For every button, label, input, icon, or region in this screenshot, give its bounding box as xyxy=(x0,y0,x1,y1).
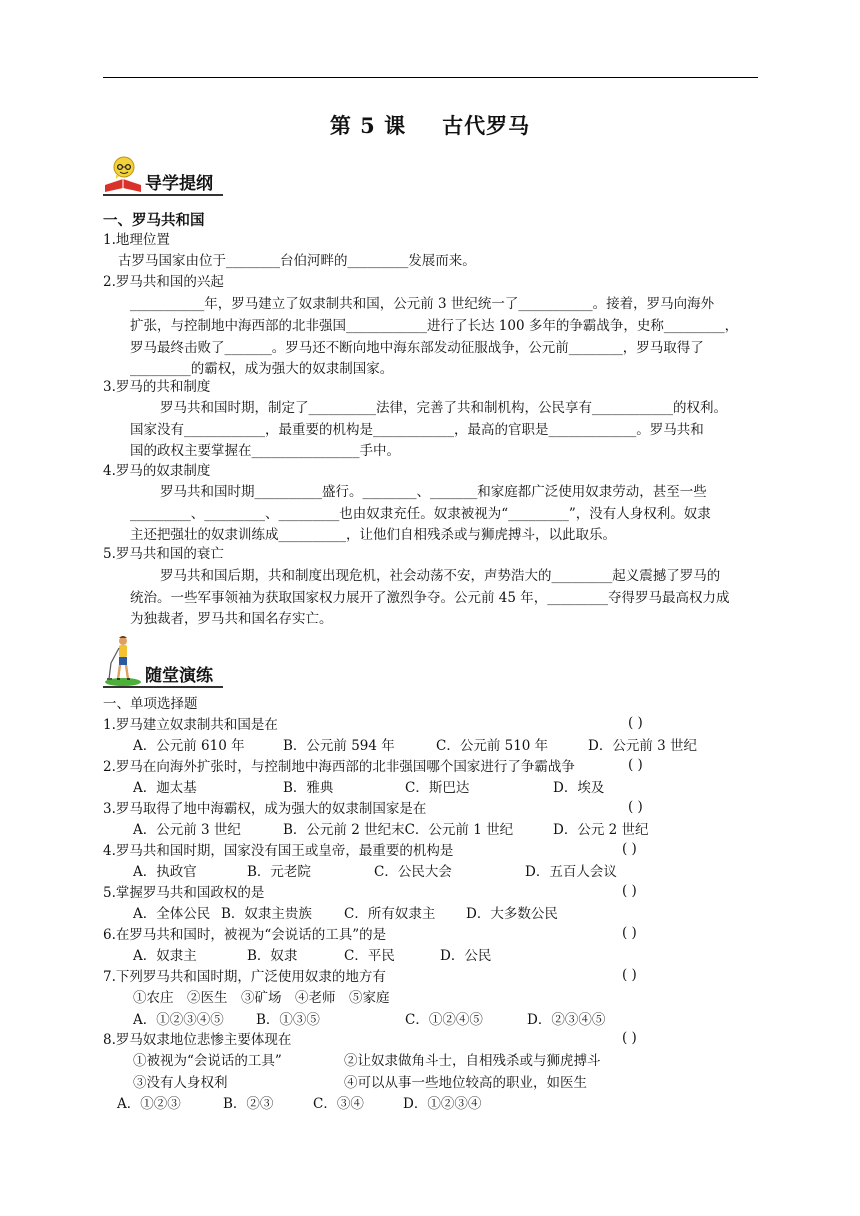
question-stem: 1.罗马建立奴隶制共和国是在 xyxy=(103,717,278,733)
item-line: 为独裁者，罗马共和国名存实亡。 xyxy=(130,611,333,627)
option[interactable]: C．③④ xyxy=(313,1096,364,1112)
question-stem: 7.下列罗马共和国时期，广泛使用奴隶的地方有 xyxy=(103,969,386,985)
item-line: _________、_________、_________也由奴隶充任。奴隶被视为“_________”，没有人身权利。奴隶 xyxy=(130,506,711,522)
option[interactable]: C．所有奴隶主 xyxy=(344,906,436,922)
answer-paren[interactable]: ( ) xyxy=(622,925,637,941)
option[interactable]: B．①③⑤ xyxy=(256,1012,320,1028)
practice-section-header xyxy=(103,636,233,690)
option[interactable]: B．公元前 2 世纪末C．公元前 1 世纪 xyxy=(283,822,514,838)
question-stem: 4.罗马共和国时期，国家没有国王或皇帝，最重要的机构是 xyxy=(103,843,454,859)
option[interactable]: A．公元前 610 年 xyxy=(133,738,245,754)
question-options xyxy=(133,736,733,757)
question-stem: 5.掌握罗马共和国政权的是 xyxy=(103,885,265,901)
option[interactable]: C．①②④⑤ xyxy=(405,1012,483,1028)
question-sub-item: ③没有人身权利 xyxy=(133,1075,228,1091)
question-sub-item: ④可以从事一些地位较高的职业，如医生 xyxy=(344,1075,587,1091)
golfer-icon xyxy=(103,633,143,687)
question-options xyxy=(133,820,733,841)
question-options xyxy=(117,1094,717,1115)
answer-paren[interactable]: ( ) xyxy=(628,715,643,731)
header-rule xyxy=(103,77,758,78)
question-options xyxy=(133,904,733,925)
question-sub-item: ②让奴隶做角斗士，自相残杀或与狮虎搏斗 xyxy=(344,1053,601,1069)
option[interactable]: B．雅典 xyxy=(283,780,334,796)
answer-paren[interactable]: ( ) xyxy=(622,1030,637,1046)
item-line: 国的政权主要掌握在________________手中。 xyxy=(130,443,400,459)
option[interactable]: B．公元前 594 年 xyxy=(283,738,395,754)
item-line: 扩张，与控制地中海西部的北非强国____________进行了长达 100 多年的争霸战争，史称_________， xyxy=(130,318,739,334)
option[interactable]: A．①②③④⑤ xyxy=(133,1012,224,1028)
question-options xyxy=(133,1010,733,1031)
guide-section-header xyxy=(103,158,233,198)
question-stem: 3.罗马取得了地中海霸权，成为强大的奴隶制国家是在 xyxy=(103,801,427,817)
question-options xyxy=(133,862,733,883)
option[interactable]: B．奴隶主贵族 xyxy=(221,906,312,922)
option[interactable]: A．全体公民 xyxy=(133,906,211,922)
answer-paren[interactable]: ( ) xyxy=(628,757,643,773)
question-stem: 6.在罗马共和国时，被视为“会说话的工具”的是 xyxy=(103,927,387,943)
item-line: _________的霸权，成为强大的奴隶制国家。 xyxy=(130,361,394,377)
item-line: 罗马最终击败了_______。罗马还不断向地中海东部发动征服战争，公元前________，罗马取得了 xyxy=(130,340,704,356)
option[interactable]: A．奴隶主 xyxy=(133,948,197,964)
item-line: 主还把强壮的奴隶训练成__________，让他们自相残杀或与狮虎搏斗，以此取乐。 xyxy=(130,527,616,543)
option[interactable]: B．奴隶 xyxy=(247,948,298,964)
question-sub-items: ①农庄 ②医生 ③矿场 ④老师 ⑤家庭 xyxy=(133,990,390,1006)
question-options xyxy=(133,946,733,967)
question-options xyxy=(133,778,733,799)
option[interactable]: C．平民 xyxy=(344,948,395,964)
option[interactable]: D．大多数公民 xyxy=(466,906,558,922)
item-line: 国家没有____________，最重要的机构是____________，最高的官职是_____________。罗马共和 xyxy=(130,422,704,438)
section-single-choice: 一、单项选择题 xyxy=(103,696,198,712)
option[interactable]: A．公元前 3 世纪 xyxy=(133,822,241,838)
option[interactable]: D．公元 2 世纪 xyxy=(553,822,649,838)
item-heading: 1.地理位置 xyxy=(103,232,170,248)
item-line: 统治。一些军事领袖为获取国家权力展开了激烈争夺。公元前 45 年，_________夺得罗马最高权力成 xyxy=(130,590,730,606)
question-sub-item: ①被视为“会说话的工具” xyxy=(133,1053,282,1069)
answer-paren[interactable]: ( ) xyxy=(628,799,643,815)
item-text: 古罗马国家由位于________台伯河畔的_________发展而来。 xyxy=(118,253,476,269)
option[interactable]: D．①②③④ xyxy=(403,1096,482,1112)
practice-heading: 随堂演练 xyxy=(145,666,213,686)
option[interactable]: A．执政官 xyxy=(133,864,197,880)
item-heading: 3.罗马的共和制度 xyxy=(103,379,211,395)
option[interactable]: D．②③④⑤ xyxy=(527,1012,606,1028)
item-heading: 4.罗马的奴隶制度 xyxy=(103,463,211,479)
item-heading: 5.罗马共和国的衰亡 xyxy=(103,546,224,562)
item-line: 罗马共和国后期，共和制度出现危机，社会动荡不安，声势浩大的_________起义震撼了罗马的 xyxy=(160,568,721,584)
reading-student-icon xyxy=(103,155,143,195)
option[interactable]: B．②③ xyxy=(223,1096,274,1112)
item-line: 罗马共和国时期__________盛行。________、_______和家庭都广泛使用奴隶劳动，甚至一些 xyxy=(160,484,707,500)
section-roman-republic: 一、罗马共和国 xyxy=(103,213,205,229)
item-heading: 2.罗马共和国的兴起 xyxy=(103,274,224,290)
option[interactable]: C．公元前 510 年 xyxy=(436,738,549,754)
option[interactable]: B．元老院 xyxy=(247,864,311,880)
option[interactable]: A．迦太基 xyxy=(133,780,197,796)
question-stem: 2.罗马在向海外扩张时，与控制地中海西部的北非强国哪个国家进行了争霸战争 xyxy=(103,759,575,775)
guide-heading: 导学提纲 xyxy=(145,174,213,194)
option[interactable]: D．公元前 3 世纪 xyxy=(588,738,697,754)
option[interactable]: D．五百人会议 xyxy=(525,864,617,880)
option[interactable]: A．①②③ xyxy=(117,1096,181,1112)
item-line: ___________年，罗马建立了奴隶制共和国，公元前 3 世纪统一了___________。接着，罗马向海外 xyxy=(130,296,715,312)
answer-paren[interactable]: ( ) xyxy=(622,883,637,899)
option[interactable]: D．埃及 xyxy=(553,780,605,796)
answer-paren[interactable]: ( ) xyxy=(622,967,637,983)
question-stem: 8.罗马奴隶地位悲惨主要体现在 xyxy=(103,1032,292,1048)
option[interactable]: D．公民 xyxy=(440,948,492,964)
option[interactable]: C．公民大会 xyxy=(374,864,452,880)
option[interactable]: C．斯巴达 xyxy=(405,780,470,796)
answer-paren[interactable]: ( ) xyxy=(622,841,637,857)
item-line: 罗马共和国时期，制定了__________法律，完善了共和制机构，公民享有____________的权利。 xyxy=(160,400,727,416)
page-title: 第 5 课 古代罗马 xyxy=(329,113,531,138)
